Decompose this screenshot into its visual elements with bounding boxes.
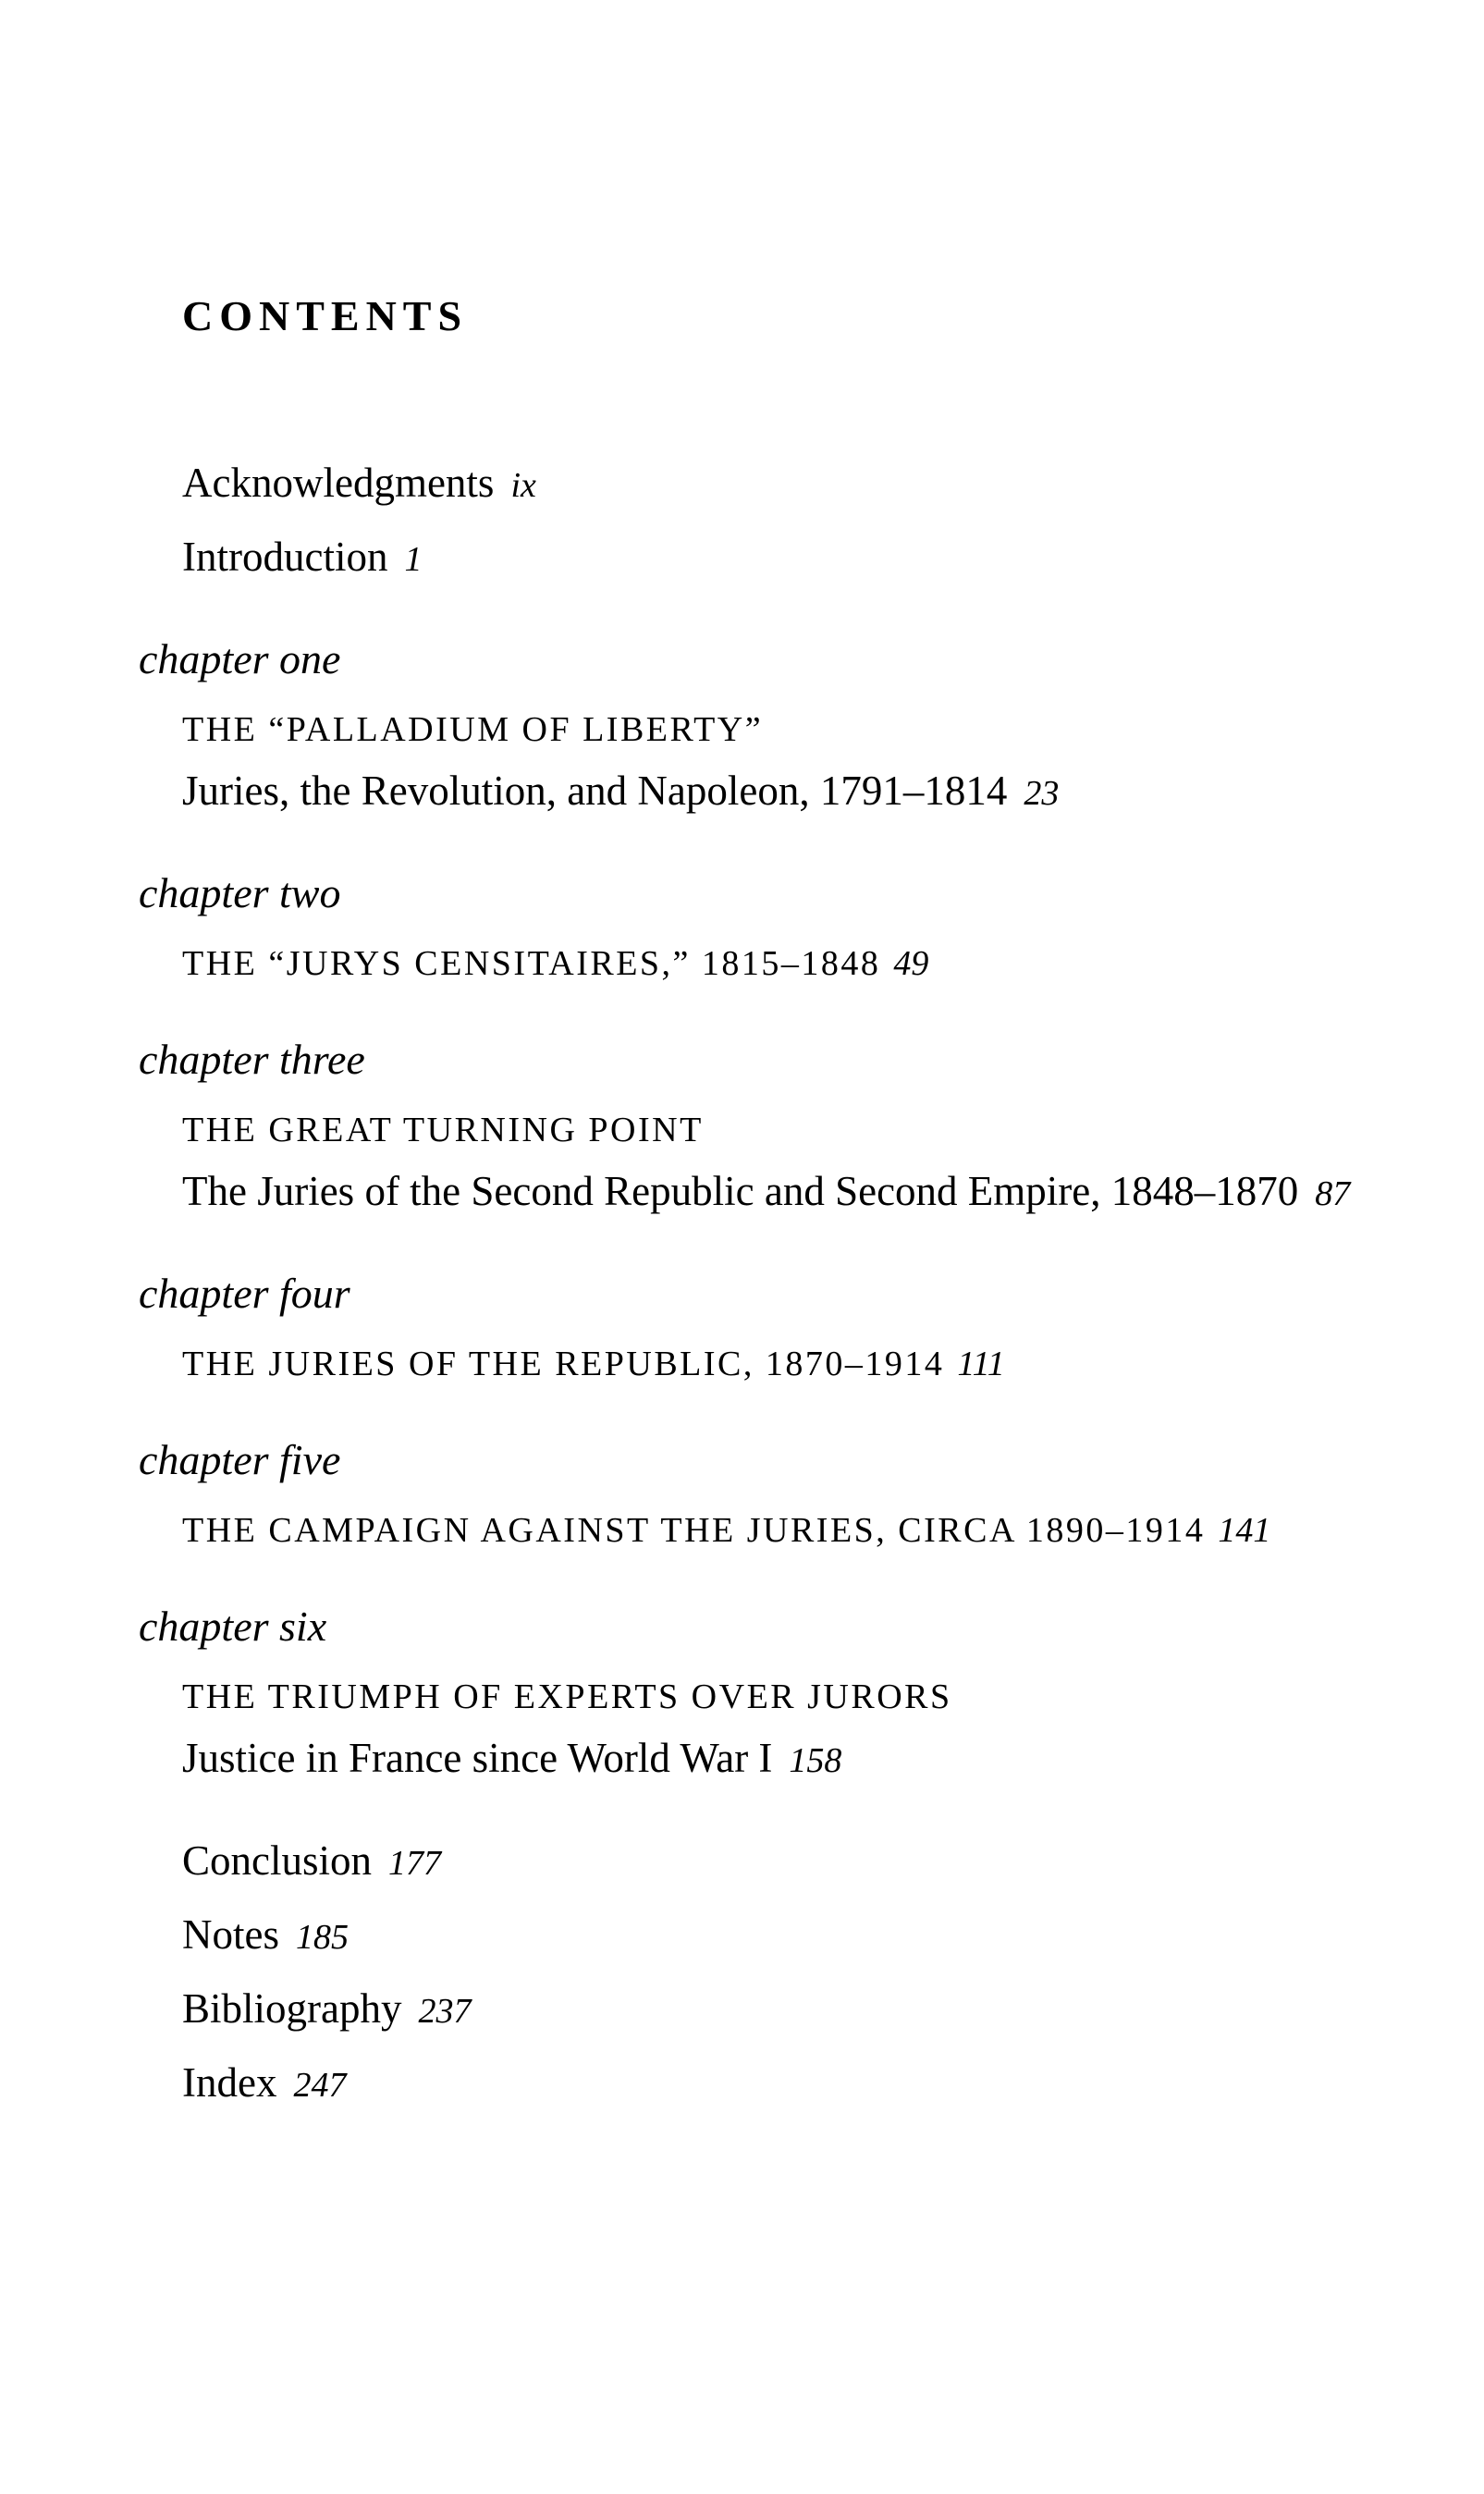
chapter-label: chapter five [139,1436,341,1483]
kicker-text: THE TRIUMPH OF EXPERTS OVER JURORS [182,1677,952,1716]
kicker-text: THE CAMPAIGN AGAINST THE JURIES, CIRCA 1890–1914 [182,1511,1206,1550]
kicker-page-number: 111 [957,1345,1005,1383]
entry-label: Conclusion [182,1837,373,1884]
chapter-label: chapter six [139,1603,327,1650]
subtitle-page-number: 87 [1315,1174,1351,1213]
front-matter-entry-acknowledgments [182,461,1373,508]
chapter-subtitle [182,1169,1373,1216]
kicker-text: THE “JURYS CENSITAIRES,” 1815–1848 [182,944,881,983]
entry-page-number: ix [510,466,536,505]
chapter-subtitle [182,1736,1373,1783]
back-matter-entry-bibliography [182,1986,1373,2033]
chapter-label: chapter four [139,1270,350,1317]
chapter-four-section [139,1270,1373,1383]
back-matter-entry-conclusion [182,1838,1373,1886]
chapter-five-section [139,1436,1373,1550]
chapter-kicker [182,945,1373,982]
chapter-two-section [139,869,1373,983]
subtitle-page-number: 23 [1024,774,1060,813]
entry-label: Notes [182,1911,279,1958]
back-matter-entry-index [182,2060,1373,2107]
kicker-text: THE “PALLADIUM OF LIBERTY” [182,710,764,749]
chapter-kicker [182,1512,1373,1549]
entry-page-number: 247 [293,2066,347,2105]
entry-label: Bibliography [182,1985,402,2032]
back-matter-entry-notes [182,1912,1373,1960]
entry-page-number: 177 [388,1844,442,1883]
chapter-label: chapter one [139,635,341,682]
kicker-text: THE JURIES OF THE REPUBLIC, 1870–1914 [182,1345,945,1383]
kicker-page-number: 49 [893,944,929,983]
chapter-subtitle [182,768,1373,816]
chapter-kicker [182,1678,1373,1715]
chapter-kicker [182,1345,1373,1382]
subtitle-text: Juries, the Revolution, and Napoleon, 1791–1814 [182,768,1008,814]
chapter-label: chapter two [139,869,341,916]
entry-label: Index [182,2059,277,2106]
chapter-six-section [139,1603,1373,1783]
chapter-kicker [182,711,1373,748]
entry-page-number: 237 [418,1992,472,2031]
back-matter-section [182,1838,1373,2107]
entry-label: Introduction [182,534,388,580]
entry-label: Acknowledgments [182,460,495,506]
entry-page-number: 1 [404,540,423,579]
chapter-one-section [139,635,1373,816]
page-title: CONTENTS [182,292,469,339]
subtitle-page-number: 158 [789,1741,842,1780]
subtitle-text: Justice in France since World War I [182,1735,773,1781]
kicker-text: THE GREAT TURNING POINT [182,1111,704,1149]
front-matter-entry-introduction [182,534,1373,582]
chapter-three-section [139,1036,1373,1216]
subtitle-text: The Juries of the Second Republic and Second Empire, 1848–1870 [182,1168,1299,1214]
entry-page-number: 185 [296,1918,349,1957]
front-matter-section [182,461,1373,582]
kicker-page-number: 141 [1218,1511,1271,1550]
chapter-kicker [182,1112,1373,1149]
chapter-label: chapter three [139,1036,365,1083]
